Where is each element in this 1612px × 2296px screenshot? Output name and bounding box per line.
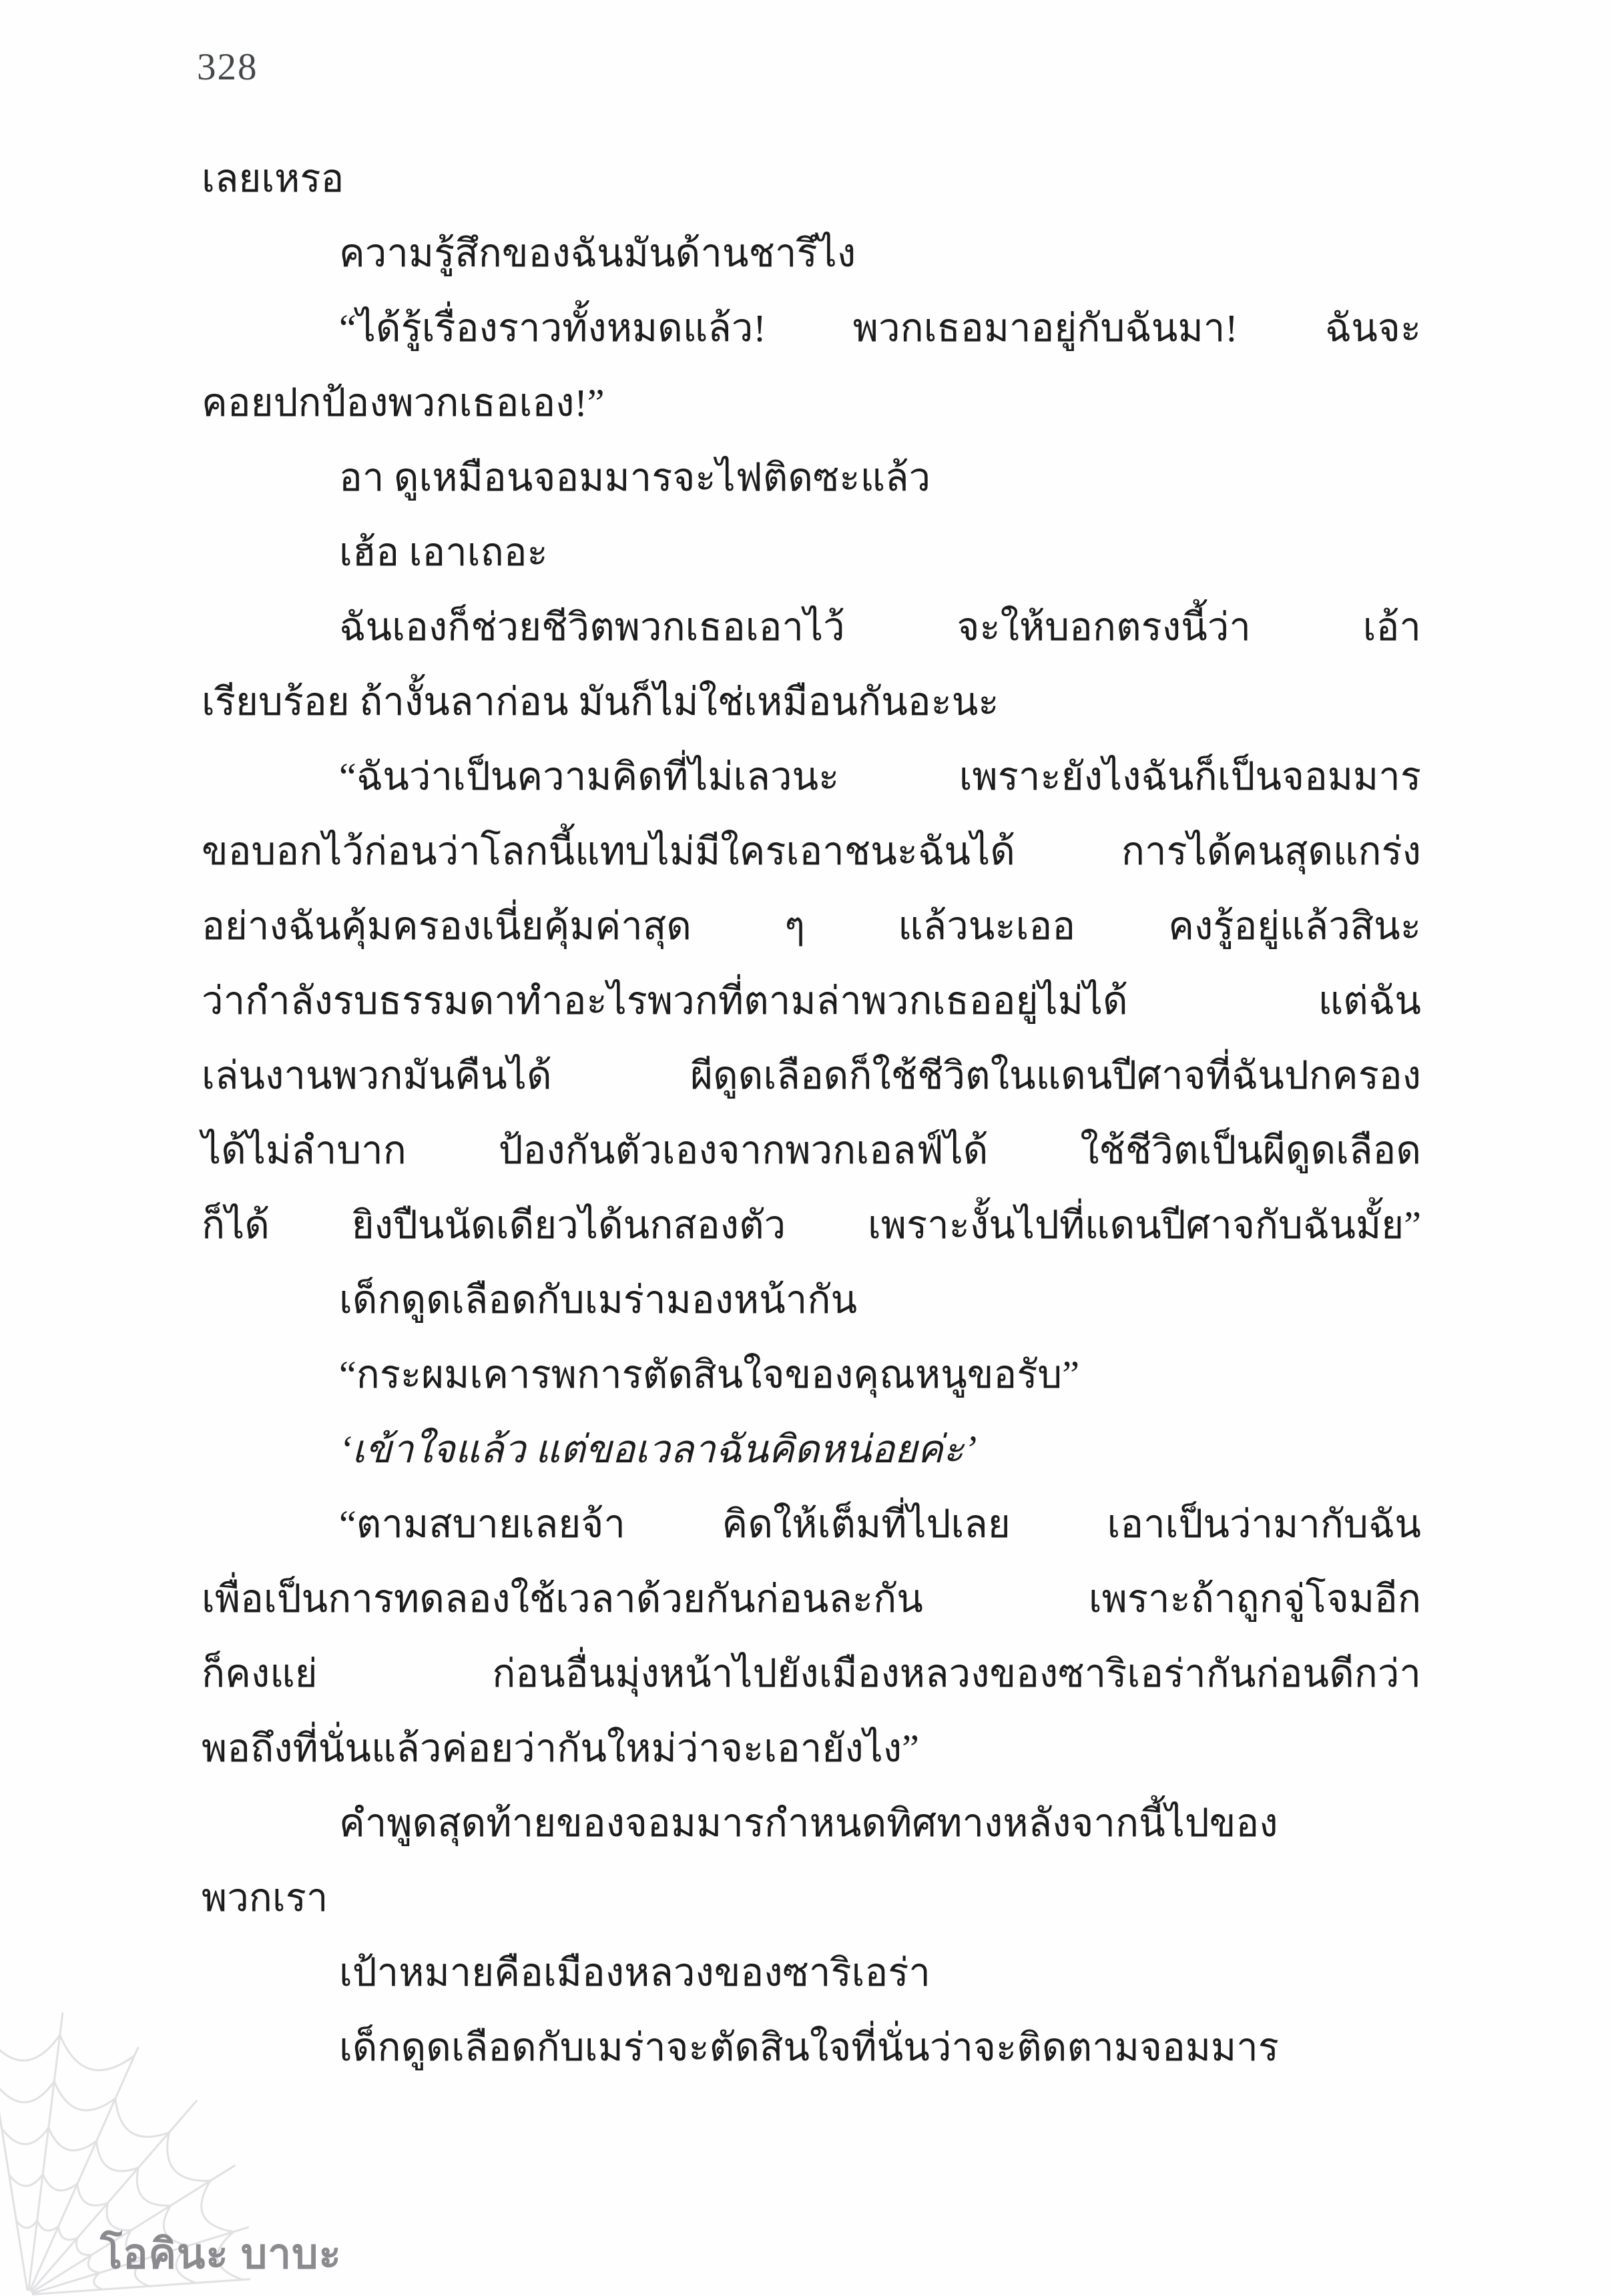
- text-line: เฮ้อ เอาเถอะ: [339, 531, 548, 574]
- text-line: เด็กดูดเลือดกับเมร่ามองหน้ากัน: [339, 1278, 858, 1322]
- text-line: คอยปกป้องพวกเธอเอง!”: [202, 381, 605, 424]
- text-line: ความรู้สึกของฉันมันด้านชารึไง: [339, 232, 856, 275]
- text-line: คำพูดสุดท้ายของจอมมารกำหนดทิศทางหลังจากนี้ไปของ: [339, 1801, 1278, 1845]
- text-line: ฉันเองก็ช่วยชีวิตพวกเธอเอาไว้ จะให้บอกตรงนี้ว่า เอ้า: [339, 605, 1421, 649]
- text-line: พอถึงที่นั่นแล้วค่อยว่ากันใหม่ว่าจะเอายังไง”: [202, 1727, 919, 1770]
- author-watermark-text: โอคินะ บาบะ: [100, 2231, 342, 2277]
- text-line: “ตามสบายเลยจ้า คิดให้เต็มที่ไปเลย เอาเป็นว่ามากับฉัน: [339, 1502, 1421, 1546]
- text-line: เรียบร้อย ถ้างั้นลาก่อน มันก็ไม่ใช่เหมือนกันอะนะ: [202, 680, 999, 724]
- text-line: ว่ากำลังรบธรรมดาทำอะไรพวกที่ตามล่าพวกเธออยู่ไม่ได้ แต่ฉัน: [202, 979, 1421, 1023]
- text-line: “ฉันว่าเป็นความคิดที่ไม่เลวนะ เพราะยังไงฉันก็เป็นจอมมาร: [339, 755, 1421, 798]
- text-line: อา ดูเหมือนจอมมารจะไฟติดซะแล้ว: [339, 456, 931, 499]
- text-line: เล่นงานพวกมันคืนได้ ผีดูดเลือดก็ใช้ชีวิตในแดนปีศาจที่ฉันปกครอง: [202, 1054, 1421, 1097]
- text-line: ก็คงแย่ ก่อนอื่นมุ่งหน้าไปยังเมืองหลวงของซาริเอร่ากันก่อนดีกว่า: [202, 1652, 1421, 1695]
- text-line: เป้าหมายคือเมืองหลวงของซาริเอร่า: [339, 1951, 931, 1994]
- text-line: “กระผมเคารพการตัดสินใจของคุณหนูขอรับ”: [339, 1353, 1079, 1396]
- text-line: พวกเรา: [202, 1876, 328, 1920]
- text-line: เด็กดูดเลือดกับเมร่าจะตัดสินใจที่นั่นว่าจะติดตามจอมมาร: [339, 2026, 1279, 2069]
- text-line: เพื่อเป็นการทดลองใช้เวลาด้วยกันก่อนละกัน เพราะถ้าถูกจู่โจมอีก: [202, 1577, 1421, 1621]
- text-line: เลยเหรอ: [202, 157, 344, 200]
- body-text-block: [202, 141, 1421, 2085]
- text-line: อย่างฉันคุ้มครองเนี่ยคุ้มค่าสุด ๆ แล้วนะเออ คงรู้อยู่แล้วสินะ: [202, 904, 1421, 948]
- page-number: 328: [197, 46, 258, 88]
- text-line: ได้ไม่ลำบาก ป้องกันตัวเองจากพวกเอลฟ์ได้ ใช้ชีวิตเป็นผีดูดเลือด: [202, 1129, 1421, 1172]
- text-line: ก็ได้ ยิงปืนนัดเดียวได้นกสองตัว เพราะงั้นไปที่แดนปีศาจกับฉันมั้ย”: [202, 1203, 1421, 1247]
- text-line: ‘เข้าใจแล้ว แต่ขอเวลาฉันคิดหน่อยค่ะ’: [339, 1428, 977, 1471]
- text-line: “ได้รู้เรื่องราวทั้งหมดแล้ว! พวกเธอมาอยู่กับฉันมา! ฉันจะ: [339, 306, 1421, 350]
- text-line: ขอบอกไว้ก่อนว่าโลกนี้แทบไม่มีใครเอาชนะฉันได้ การได้คนสุดแกร่ง: [202, 830, 1421, 873]
